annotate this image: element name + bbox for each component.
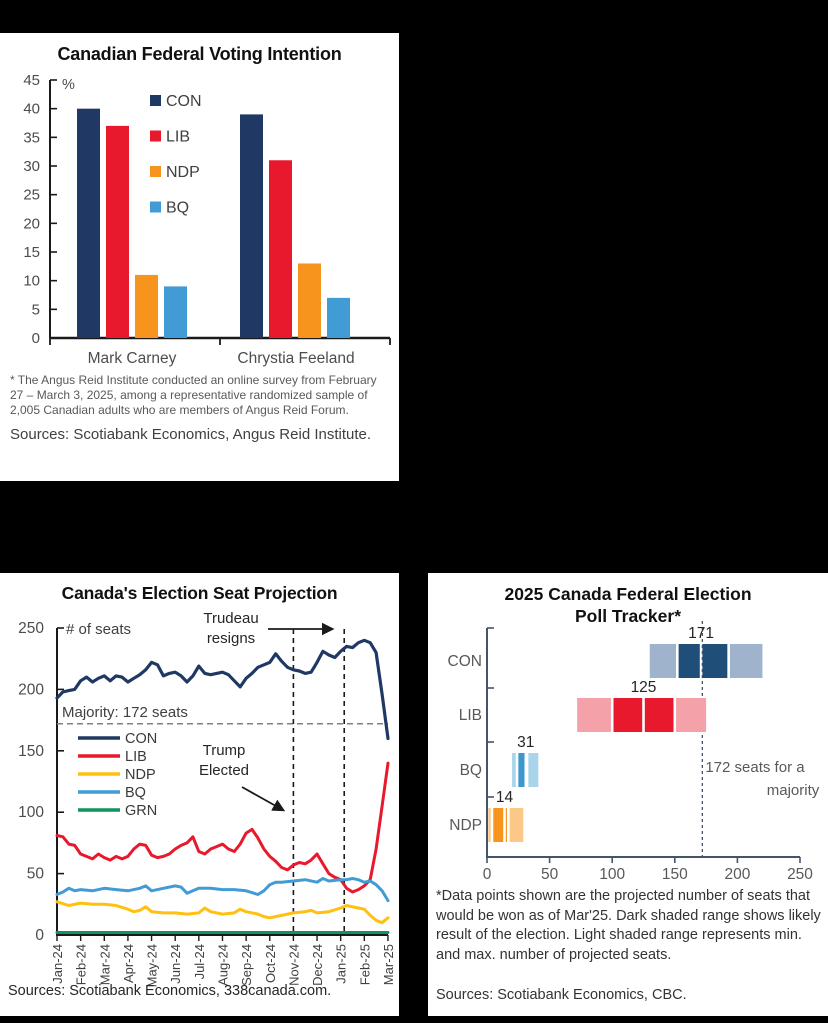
range-likely-NDP [506, 808, 507, 842]
y-tick-label: 35 [23, 129, 40, 147]
voting-intention-title: Canadian Federal Voting Intention [57, 44, 342, 64]
range-min-CON [650, 644, 676, 678]
legend-swatch-NDP [150, 166, 161, 177]
poll-tracker-source: Sources: Scotiabank Economics, CBC. [436, 987, 687, 1003]
x-tick-label: Jul-24 [191, 944, 207, 980]
majority-label: Majority: 172 seats [62, 703, 188, 721]
y-tick-label: 15 [23, 244, 40, 261]
legend-label-GRN: GRN [125, 803, 158, 819]
range-likely-BQ [518, 753, 524, 787]
bar-BQ-0 [164, 286, 187, 338]
y-tick-label: 50 [26, 865, 44, 883]
majority-label: 172 seats for a [705, 759, 805, 776]
x-tick-label: Sep-24 [239, 944, 255, 986]
x-tick-label: Mar-25 [380, 944, 396, 986]
x-tick-label: Dec-24 [310, 944, 326, 986]
legend-label-NDP: NDP [166, 164, 200, 181]
y-tick-label: 10 [23, 272, 40, 290]
x-tick-label: Jun-24 [168, 944, 184, 984]
y-tick-label: 30 [23, 158, 40, 175]
voting-intention-footnote: * The Angus Reid Institute conducted an online survey from February 27 – March 3, 2025, among a representative randomized sample of 2,005 Canadian adults who are members of Angus Reid Forum. [10, 373, 377, 417]
y-tick-label: 45 [23, 72, 40, 89]
poll-tracker-panel [428, 573, 828, 1016]
x-tick-label: Nov-24 [286, 944, 302, 986]
annotation-trudeau: Trudeau [203, 610, 259, 627]
legend-swatch-CON [150, 95, 161, 106]
range-likely-CON [679, 644, 700, 678]
legend-swatch-BQ [150, 202, 161, 213]
legend-label-LIB: LIB [125, 749, 147, 765]
legend-label-BQ: BQ [166, 199, 190, 217]
x-tick-label: 200 [724, 866, 751, 883]
range-max-NDP [510, 808, 524, 842]
y-tick-label: 150 [18, 742, 44, 760]
category-label: Mark Carney [87, 350, 177, 367]
bar-CON-1 [240, 114, 263, 338]
series-line-BQ [57, 879, 388, 901]
point-label-NDP: 14 [495, 789, 514, 806]
y-tick-label: 200 [18, 681, 44, 699]
y-tick-label: 20 [23, 215, 40, 233]
x-tick-label: Feb-25 [357, 944, 373, 986]
unit-label: % [62, 77, 75, 93]
x-tick-label: 150 [661, 866, 688, 883]
poll-tracker-title-line2: Poll Tracker* [574, 606, 682, 626]
x-tick-label: 100 [599, 866, 626, 883]
legend-label-CON: CON [125, 731, 158, 747]
x-tick-label: 50 [540, 866, 559, 883]
unit-label: # of seats [66, 621, 132, 638]
bar-LIB-0 [106, 126, 129, 338]
x-tick-label: Jan-24 [50, 944, 65, 984]
row-label-LIB: LIB [458, 707, 482, 724]
range-likely-CON [702, 644, 727, 678]
y-tick-label: 100 [18, 804, 44, 822]
series-line-NDP [57, 902, 388, 923]
y-tick-label: 0 [35, 927, 44, 944]
seat-projection-title: Canada's Election Seat Projection [61, 583, 338, 603]
range-min-NDP [488, 808, 490, 842]
range-max-LIB [676, 698, 706, 732]
x-tick-label: Apr-24 [120, 944, 136, 984]
voting-intention-source: Sources: Scotiabank Economics, Angus Reid Institute. [10, 426, 372, 443]
seat-projection-panel [0, 573, 399, 1016]
y-tick-label: 250 [18, 620, 44, 637]
poll-tracker-footnote: *Data points shown are the projected number of seats that would be won as of Mar'25. Dark shaded range shows likely result of the election. Light shaded range represents min. and max. number of projected seats. [436, 888, 821, 963]
range-max-CON [730, 644, 763, 678]
seat-projection-source: Sources: Scotiabank Economics, 338canada.com. [8, 983, 332, 999]
bar-BQ-1 [327, 298, 350, 338]
point-label-LIB: 125 [630, 679, 657, 696]
range-min-LIB [577, 698, 611, 732]
annotation-trudeau: resigns [206, 630, 256, 647]
x-tick-label: Jan-25 [333, 944, 349, 984]
y-tick-label: 25 [23, 186, 40, 204]
row-label-NDP: NDP [449, 817, 482, 834]
row-label-BQ: BQ [459, 762, 482, 779]
bar-NDP-1 [298, 263, 321, 338]
y-tick-label: 5 [31, 301, 40, 319]
range-max-BQ [528, 753, 538, 787]
category-label: Chrystia Feeland [237, 350, 355, 367]
legend-swatch-LIB [150, 131, 161, 142]
series-line-LIB [57, 763, 388, 892]
y-tick-label: 40 [23, 100, 40, 118]
x-tick-label: 0 [482, 866, 492, 883]
bar-NDP-0 [135, 275, 158, 338]
voting-intention-panel [0, 33, 399, 481]
range-likely-LIB [614, 698, 643, 732]
legend-label-NDP: NDP [125, 767, 156, 783]
x-tick-label: Aug-24 [215, 944, 231, 986]
poll-tracker-title-line1: 2025 Canada Federal Election [504, 584, 752, 604]
bar-LIB-1 [269, 160, 292, 338]
row-label-CON: CON [447, 653, 482, 670]
x-tick-label: Feb-24 [73, 944, 89, 986]
x-tick-label: Mar-24 [97, 944, 113, 986]
bar-CON-0 [77, 109, 100, 338]
majority-label: majority [766, 782, 820, 799]
range-min-BQ [512, 753, 516, 787]
point-label-CON: 171 [688, 625, 715, 642]
range-likely-LIB [645, 698, 674, 732]
annotation-trump: Trump [202, 742, 246, 759]
y-tick-label: 0 [31, 330, 40, 347]
legend-label-LIB: LIB [166, 128, 191, 146]
x-tick-label: Oct-24 [262, 944, 278, 984]
annotation-trump: Elected [198, 762, 250, 779]
legend-label-CON: CON [166, 93, 202, 110]
range-likely-NDP [493, 808, 503, 842]
trump-arrow [242, 787, 283, 810]
seat-projection-chart [0, 573, 399, 1016]
x-tick-label: 250 [787, 866, 813, 883]
x-tick-label: May-24 [144, 944, 160, 988]
legend-label-BQ: BQ [125, 785, 146, 801]
point-label-BQ: 31 [517, 734, 535, 751]
